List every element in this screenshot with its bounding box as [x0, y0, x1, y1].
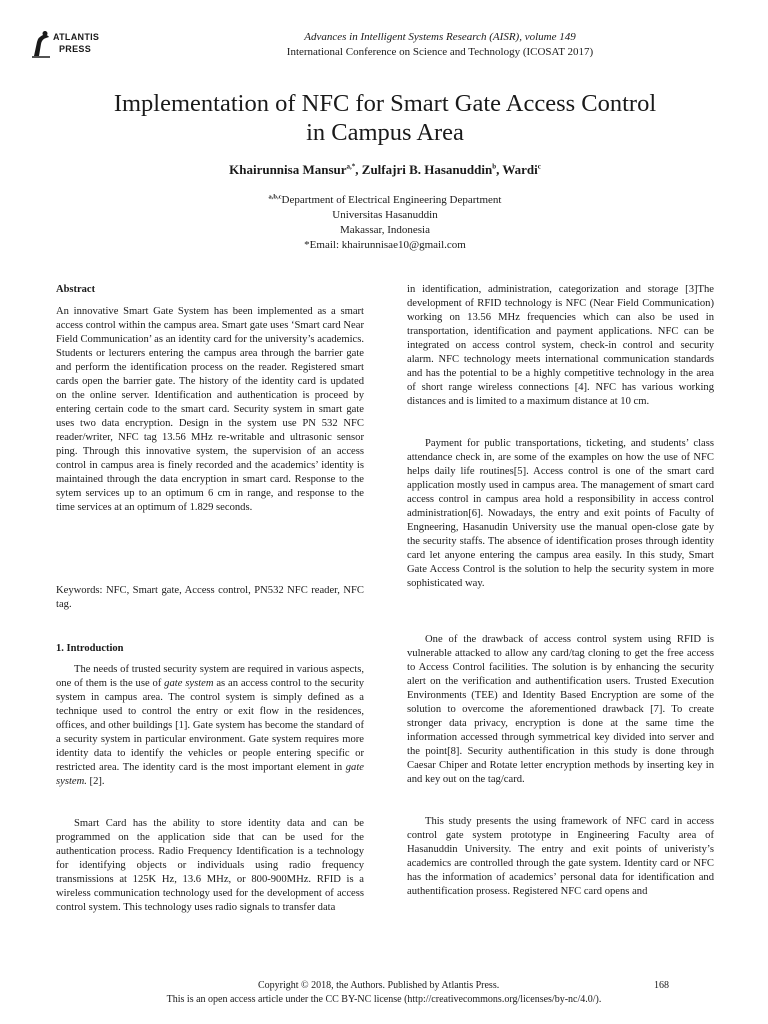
author-list [40, 162, 730, 178]
title-line-1: Implementation of NFC for Smart Gate Access Control [113, 90, 657, 117]
license-text: This is an open access article under the CC BY-NC license (http://creativecommons.org/licenses/by-nc/4.0/). [166, 994, 602, 1005]
intro-paragraph-1: The needs of trusted security system are required in various aspects, one of them is the use of gate system as an access control to the security system in campus area. The control system is simply defined as a technique used to control the entry or exit flow in the residences, offices, and other buildings [1]. Gate system has become the standard of a security system in particular environment. Gate system requires more identity data to identify the vehicles or people entering specific or restricted area. The identity card is the most important element in gate system. [2]. [56, 664, 365, 787]
abstract-heading: Abstract [56, 284, 96, 295]
author-name: Khairunnisa Mansur [229, 162, 347, 177]
affiliation-university: Universitas Hasanuddin [332, 209, 438, 221]
author-separator: , [355, 162, 362, 177]
affiliation-email: *Email: khairunnisae10@gmail.com [304, 239, 466, 251]
conference-name: International Conference on Science and Technology (ICOSAT 2017) [286, 46, 594, 58]
abstract-text: An innovative Smart Gate System has been implemented as a smart access control within the campus area. Smart gate uses ‘Smart card Near Field Communication’ as an identity card for the university’s academics. Students or lecturers entering the campus area through the barrier gate and perform the identification process on the reader. Registered smart cards open the barrier gate. The history of the identity card is updated on the online server. Identification and authentication is proceed by entering certain code to the smart card. Security system in smart gate uses two data encryption. Design in the system use PN 532 NFC reader/writer, NFC tag 13.56 MHz re-writable and ultrasonic sensor ping. Through this innovative system, the supervision of an access control in campus area is finely recorded and the academics’ identity is maintained through the data encryption in smart card. Response to the sytem services up to an optimum 6 cm in range, and response to the time services at an optimum of 1.829 seconds. [56, 306, 364, 513]
author-superscript: a,* [346, 162, 356, 171]
author-name: Zulfajri B. Hasanuddin [361, 162, 493, 177]
author-superscript: b [492, 162, 497, 171]
affiliation-block [40, 193, 730, 253]
publisher-logo [31, 30, 111, 62]
body-paragraph: One of the drawback of access control system using RFID is vulnerable attacked to allow any card/tag cloning to get the free access to Access Control facilities. The solution is by enhancing the security alert on the verification and authentification users. Trusted Execution Environments (TEE) and Identity Based Encryption are some of the solution to overcome the aforementioned drawback [7]. To create stronger data privacy, encryption is done at the same time the information accessed through symmetrical key divided into server and the point[8]. Security authentification in this study is done through Caesar Chiper and Rotate letter encryption methods by inserting key in and key out on the tag/card. [407, 634, 714, 785]
affiliation-city: Makassar, Indonesia [340, 224, 430, 236]
paper-title [40, 89, 730, 147]
author-separator: , [496, 162, 503, 177]
page-number: 168 [654, 980, 669, 991]
body-paragraph: in identification, administration, categorization and storage [3]The development of RFID technology is NFC (Near Field Communication) working on 13.56 MHz frequencies which can also be used in transportation, identification and payment applications. NFC can be integrated on access control system, check-in control and security alarm. NFC technology meets international communication standards and has the potential to be a highly competitive technology in the area of short range wireless connections [4]. NFC has various working distances and is limited to a maximum distance at 10 cm. [407, 284, 714, 407]
logo-text-atlantis: ATLANTIS [53, 32, 100, 42]
affiliation-superscript: a,b,c [268, 193, 282, 201]
title-line-2: in Campus Area [306, 119, 464, 146]
body-paragraph: This study presents the using framework of NFC card in access control gate system prototype in Engineering Faculty area of Hasanuddin University. The entry and exit points of univeristy’s academics are controlled through the gate system. Identity card or NFC has the information of academics’ personal data for identification and authentification prosess. Registered NFC card opens and [407, 816, 714, 897]
copyright-text: Copyright © 2018, the Authors. Published by Atlantis Press. [258, 980, 500, 991]
author-name: Wardi [502, 162, 538, 177]
author-superscript: c [537, 162, 541, 171]
body-paragraph: Payment for public transportations, ticketing, and students’ class attendance check in, are some of the examples on how the use of NFC helps daily life routines[5]. Access control is one of the smart card application mostly used in campus area. The management of smart card access control in campus area hold a responsibility in access control administration[6]. Nowadays, the entry and exit points of Faculty of Engneering, Hasanudin University use the manual open-close gate by the security staffs. The absence of identification proses through identity card let anyone entering the campus area easily. In this study, Smart Gate Access Control is the solution to help the security system in more sophisticated way. [407, 438, 714, 589]
keywords: Keywords: NFC, Smart gate, Access control, PN532 NFC reader, NFC tag. [56, 585, 364, 610]
atlantis-logo-icon [31, 30, 51, 58]
intro-paragraph-2: Smart Card has the ability to store identity data and can be programmed on the application side that can be used for the authentication process. Radio Frequency Identification is a technology for identifying objects or individuals using radio frequency transmissions at 125K Hz, 13.6 MHz, or 800-900MHz. RFID is a wireless communication technology used for the development of access control system. This technology uses radio signals to transfer data [56, 818, 364, 913]
journal-name: Advances in Intelligent Systems Research (AISR), volume 149 [304, 31, 576, 43]
logo-text-press: PRESS [59, 44, 92, 54]
section-heading-introduction: 1. Introduction [56, 643, 124, 654]
affiliation-department: $^{a,b,c}$Department of Electrical Engineering Department [268, 193, 502, 206]
